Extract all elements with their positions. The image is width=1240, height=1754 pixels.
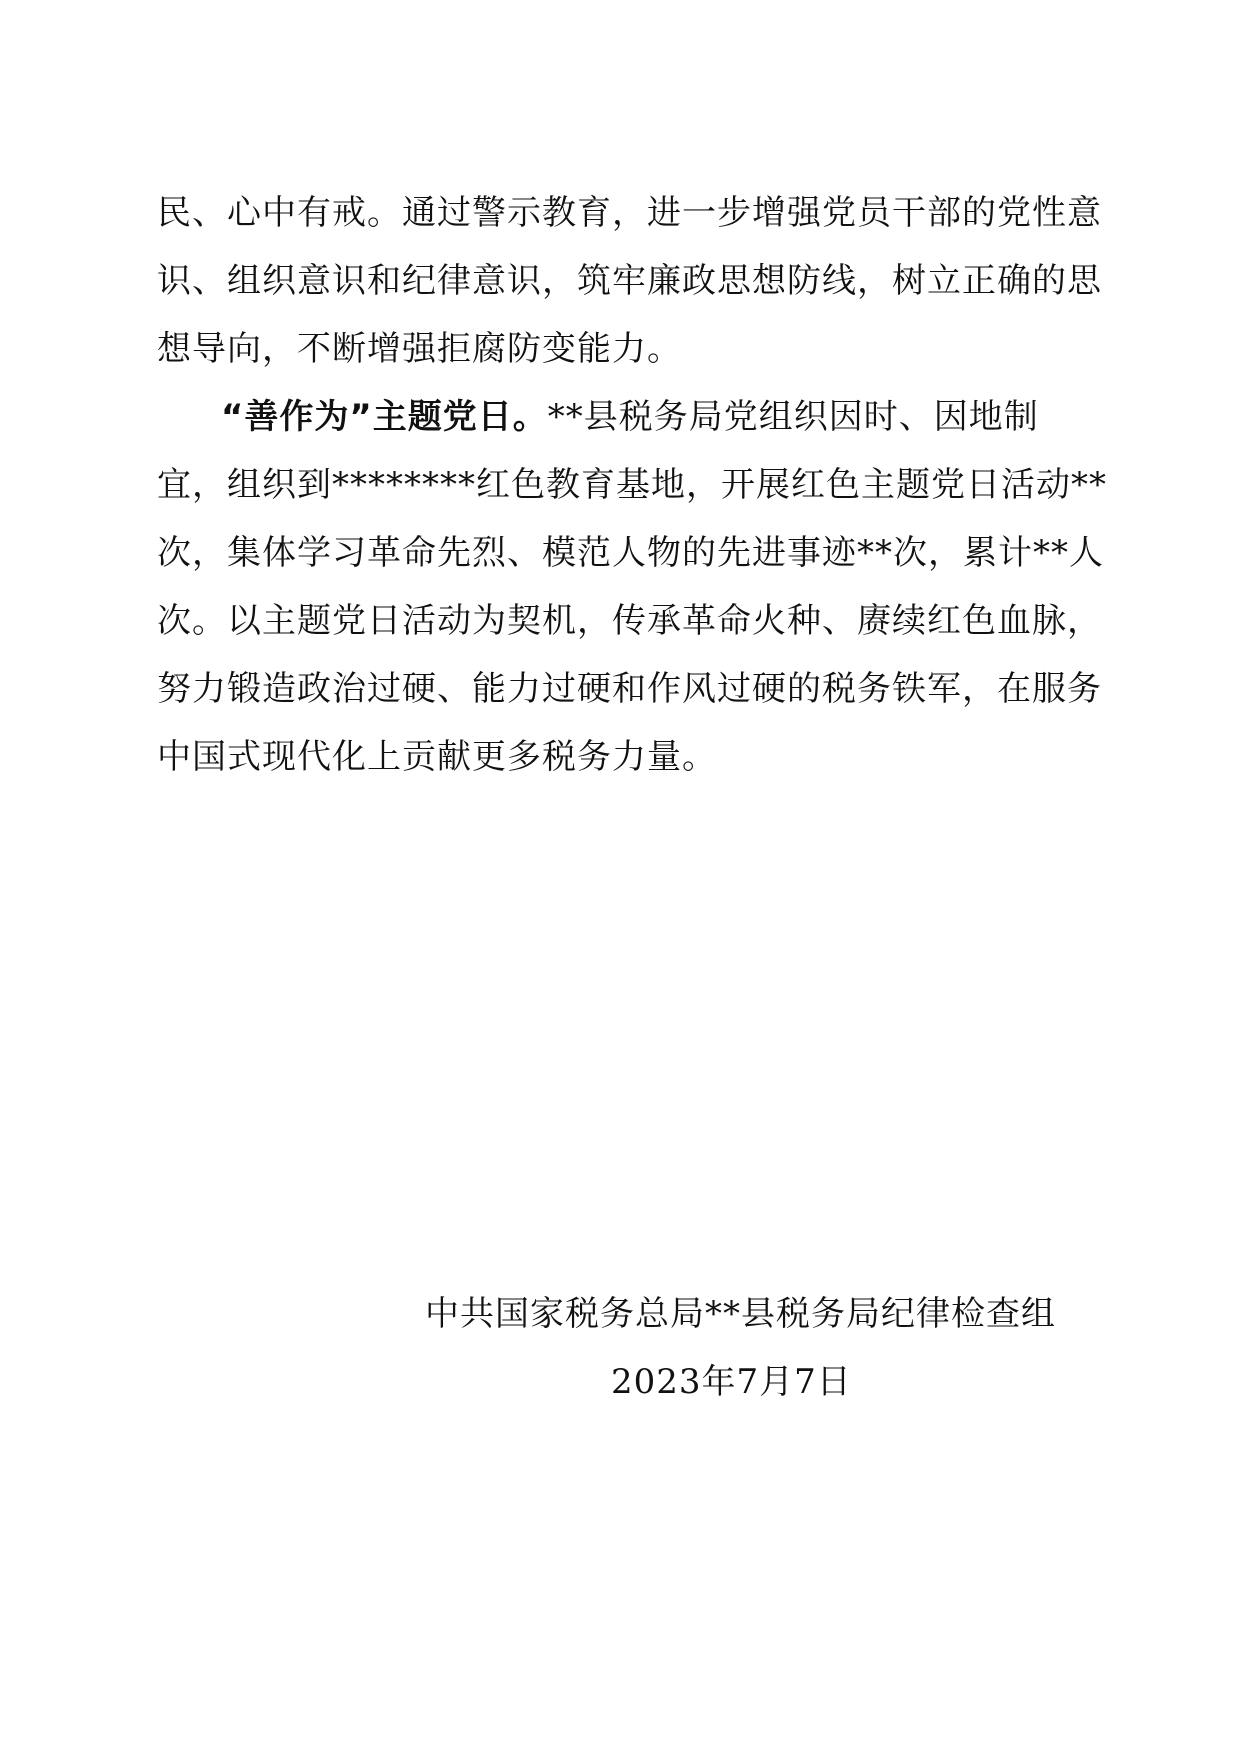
- signature-date: 2023年7月7日: [611, 1362, 852, 1402]
- paragraph-1-line-3: 想导向，不断增强拒腐防变能力。: [157, 329, 682, 369]
- paragraph-1-line-2: 识、组织意识和纪律意识，筑牢廉政思想防线，树立正确的思: [157, 261, 1102, 301]
- paragraph-2-line-6: 中国式现代化上贡献更多税务力量。: [157, 737, 717, 777]
- signature-organization: 中共国家税务总局**县税务局纪律检查组: [425, 1294, 1056, 1334]
- paragraph-2-line-2: 宜，组织到********红色教育基地，开展红色主题党日活动**: [157, 465, 1107, 505]
- paragraph-2-line-1: [221, 397, 1077, 437]
- paragraph-2-first-line-text: **县税务局党组织因时、因地制: [547, 397, 1039, 437]
- paragraph-2-heading: “善作为”主题党日。: [221, 397, 548, 437]
- paragraph-2-line-3: 次，集体学习革命先烈、模范人物的先进事迹**次，累计**人: [157, 533, 1104, 573]
- paragraph-1-line-1: 民、心中有戒。通过警示教育，进一步增强党员干部的党性意: [157, 193, 1102, 233]
- paragraph-2-line-4: 次。以主题党日活动为契机，传承革命火种、赓续红色血脉，: [157, 601, 1102, 641]
- paragraph-2-line-5: 努力锻造政治过硬、能力过硬和作风过硬的税务铁军，在服务: [157, 669, 1102, 709]
